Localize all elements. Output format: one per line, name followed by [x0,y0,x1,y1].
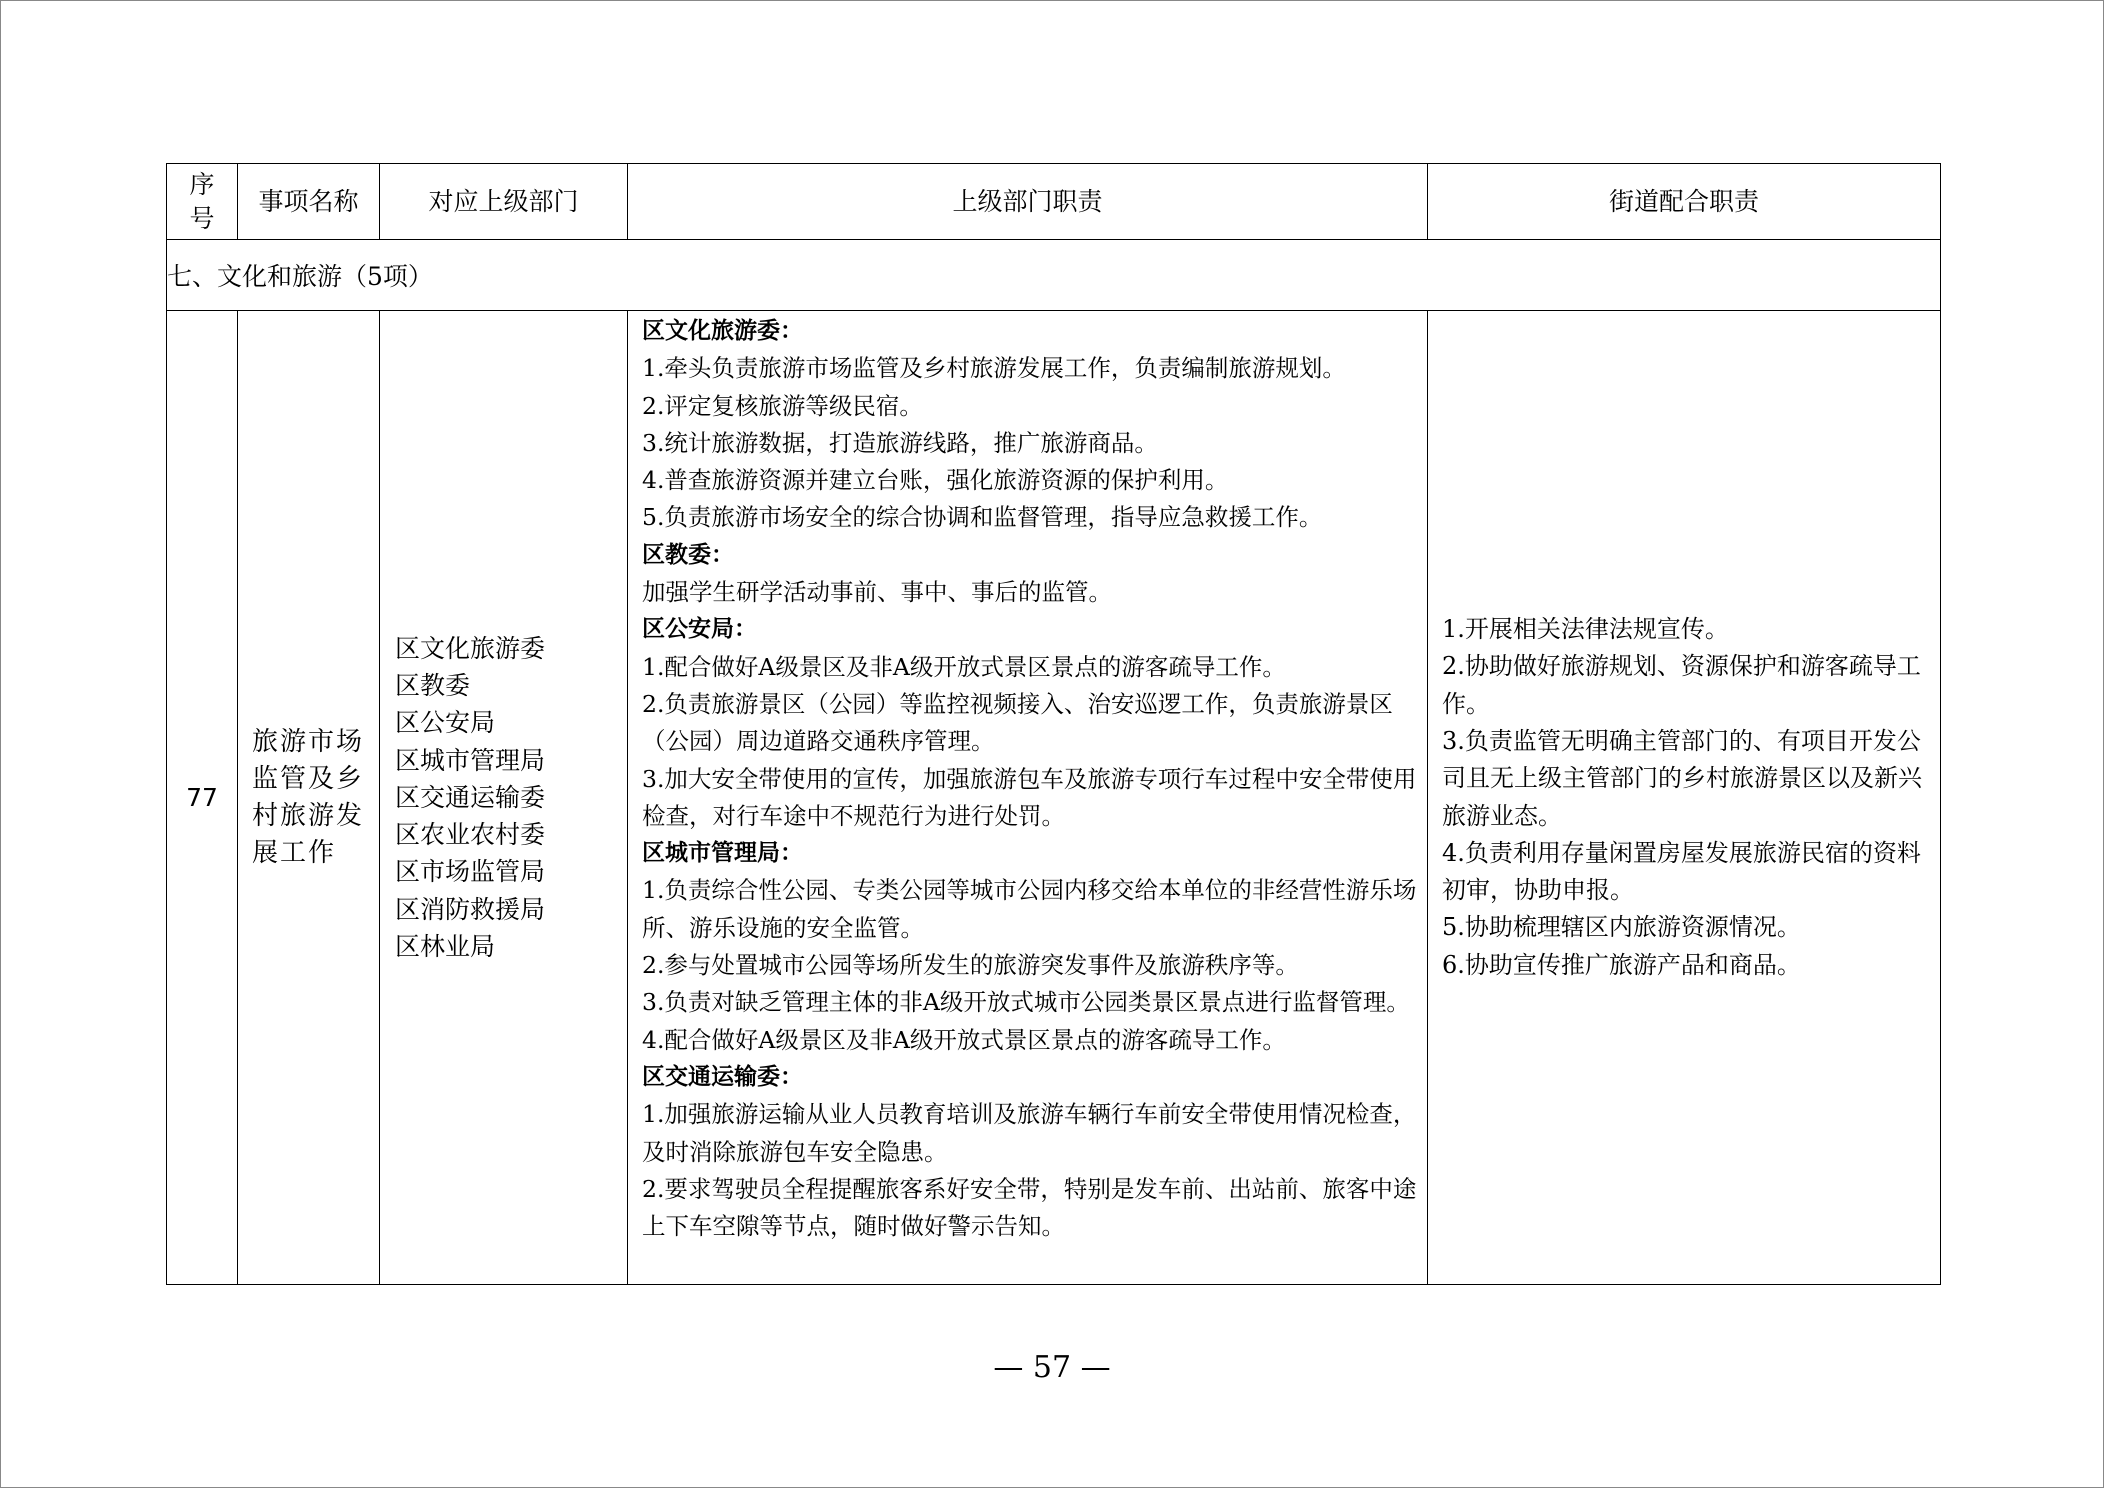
department-item: 区交通运输委 [395,782,546,812]
section-title: 七、文化和旅游（5项） [167,240,1941,311]
row-superior-duties [628,311,1428,1285]
street-duty-item: 1.开展相关法律法规宣传。 [1442,615,1729,644]
duty-item: 5.负责旅游市场安全的综合协调和监督管理，指导应急救援工作。 [642,503,1323,532]
duty-item: 2.负责旅游景区（公园）等监控视频接入、治安巡逻工作，负责旅游景区（公园）周边道路交通秩序管理。 [642,689,1393,756]
department-item: 区文化旅游委 [395,633,546,663]
duty-item: 3.统计旅游数据，打造旅游线路，推广旅游商品。 [642,428,1158,457]
department-item: 区农业农村委 [395,820,546,850]
department-item: 区消防救援局 [395,894,546,924]
duty-item: 1.负责综合性公园、专类公园等城市公园内移交给本单位的非经营性游乐场所、游乐设施的安全监管。 [642,876,1417,942]
department-item: 区教委 [395,670,471,700]
duty-item: 3.负责对缺乏管理主体的非A级开放式城市公园类景区景点进行监督管理。 [642,988,1410,1017]
duty-dept-heading: 区交通运输委： [642,1063,803,1090]
department-item: 区城市管理局 [395,745,546,775]
duty-item: 1.加强旅游运输从业人员教育培训及旅游车辆行车前安全带使用情况检查，及时消除旅游包车安全隐患。 [642,1100,1417,1166]
street-duty-item: 5.协助梳理辖区内旅游资源情况。 [1442,913,1801,942]
duty-item: 加强学生研学活动事前、事中、事后的监管。 [642,578,1112,607]
duty-item: 1.牵头负责旅游市场监管及乡村旅游发展工作，负责编制旅游规划。 [642,354,1346,383]
header-dept: 对应上级部门 [380,164,628,240]
duty-item: 3.加大安全带使用的宣传，加强旅游包车及旅游专项行车过程中安全带使用检查，对行车途中不规范行为进行处罚。 [642,764,1417,830]
row-street-duties [1428,311,1941,1285]
header-duties: 上级部门职责 [628,164,1428,240]
street-duty-item: 6.协助宣传推广旅游产品和商品。 [1442,950,1801,979]
department-item: 区林业局 [395,932,496,962]
duty-item: 2.评定复核旅游等级民宿。 [642,391,923,420]
header-seq-label: 序号 [189,169,215,233]
table-header-row [167,164,1941,240]
duty-item: 1.配合做好A级景区及非A级开放式景区景点的游客疏导工作。 [642,652,1286,681]
row-seq: 77 [167,311,238,1285]
header-street: 街道配合职责 [1428,164,1941,240]
duty-dept-heading: 区教委： [642,541,734,568]
duty-item: 2.要求驾驶员全程提醒旅客系好安全带，特别是发车前、出站前、旅客中途上下车空隙等节点，随时做好警示告知。 [642,1174,1417,1241]
duty-item: 4.配合做好A级景区及非A级开放式景区景点的游客疏导工作。 [642,1025,1286,1054]
department-item: 区市场监管局 [395,857,546,887]
duty-dept-heading: 区城市管理局： [642,840,803,867]
duty-table [166,163,1941,1285]
department-item: 区公安局 [395,708,496,738]
street-duty-item: 2.协助做好旅游规划、资源保护和游客疏导工作。 [1442,652,1921,718]
table-row [167,311,1941,1285]
section-row [167,240,1941,311]
row-item-name: 旅游市场监管及乡村旅游发展工作 [238,311,380,1285]
row-departments [380,311,628,1285]
duty-item: 2.参与处置城市公园等场所发生的旅游突发事件及旅游秩序等。 [642,951,1299,980]
street-duty-item: 4.负责利用存量闲置房屋发展旅游民宿的资料初审，协助申报。 [1442,838,1921,905]
street-duty-item: 3.负责监管无明确主管部门的、有项目开发公司且无上级主管部门的乡村旅游景区以及新兴旅游业态。 [1442,726,1922,830]
duty-dept-heading: 区文化旅游委： [642,318,803,344]
page-number: — 57 — [993,1350,1111,1385]
duty-dept-heading: 区公安局： [642,616,757,643]
duty-item: 4.普查旅游资源并建立台账，强化旅游资源的保护利用。 [642,466,1229,495]
header-name: 事项名称 [238,164,380,240]
header-seq [167,164,238,240]
